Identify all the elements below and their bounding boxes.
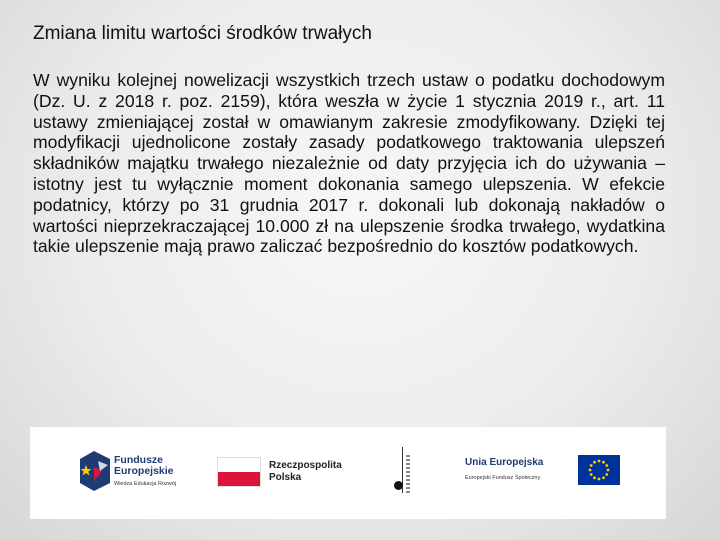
polish-flag-icon — [217, 457, 261, 487]
partner-logo — [392, 447, 418, 497]
eu-flag-icon — [578, 455, 620, 485]
slide-title: Zmiana limitu wartości środków trwałych — [33, 23, 372, 44]
fe-subtitle: Wiedza Edukacja Rozwój — [114, 481, 177, 487]
fe-line-2: Europejskie — [114, 465, 174, 477]
fe-line-1: Fundusze — [114, 454, 163, 466]
rp-line-1: Rzeczpospolita — [269, 460, 342, 471]
unia-europejska-logo — [465, 455, 655, 491]
rp-line-2: Polska — [269, 472, 302, 483]
ue-subtitle: Europejski Fundusz Społeczny — [465, 475, 541, 481]
rzeczpospolita-polska-logo — [217, 457, 377, 489]
funding-logo-bar — [30, 427, 666, 519]
fe-star-flag-icon — [80, 451, 110, 491]
ue-title: Unia Europejska — [465, 457, 544, 468]
partner-dot-icon — [394, 481, 403, 490]
fundusze-europejskie-logo — [80, 451, 220, 495]
body-paragraph: W wyniku kolejnej nowelizacji wszystkich trzech ustaw o podatku dochodowym (Dz. U. z 2018 r. poz. 2159), która weszła w życie 1 stycznia 2019 r., art. 11 ustawy zmieniającej został w omawianym zakresie zmodyfikowany. Dzięki tej modyfikacji ujednolicone zostały zasady podatkowego traktowania ulepszeń składników majątku trwałego niezależnie od daty przyjęcia ich do używania – istotny jest tu wyłącznie moment dokonania samego ulepszenia. W efekcie podatnicy, którzy po 31 grudnia 2017 r. dokonali lub dokonają nakładów o wartości nieprzekraczającej 10.000 zł na ulepszenie środka trwałego, wydatkina takie ulepszenie mają prawo zaliczać bezpośrednio do kosztów podatkowych. — [33, 70, 665, 257]
